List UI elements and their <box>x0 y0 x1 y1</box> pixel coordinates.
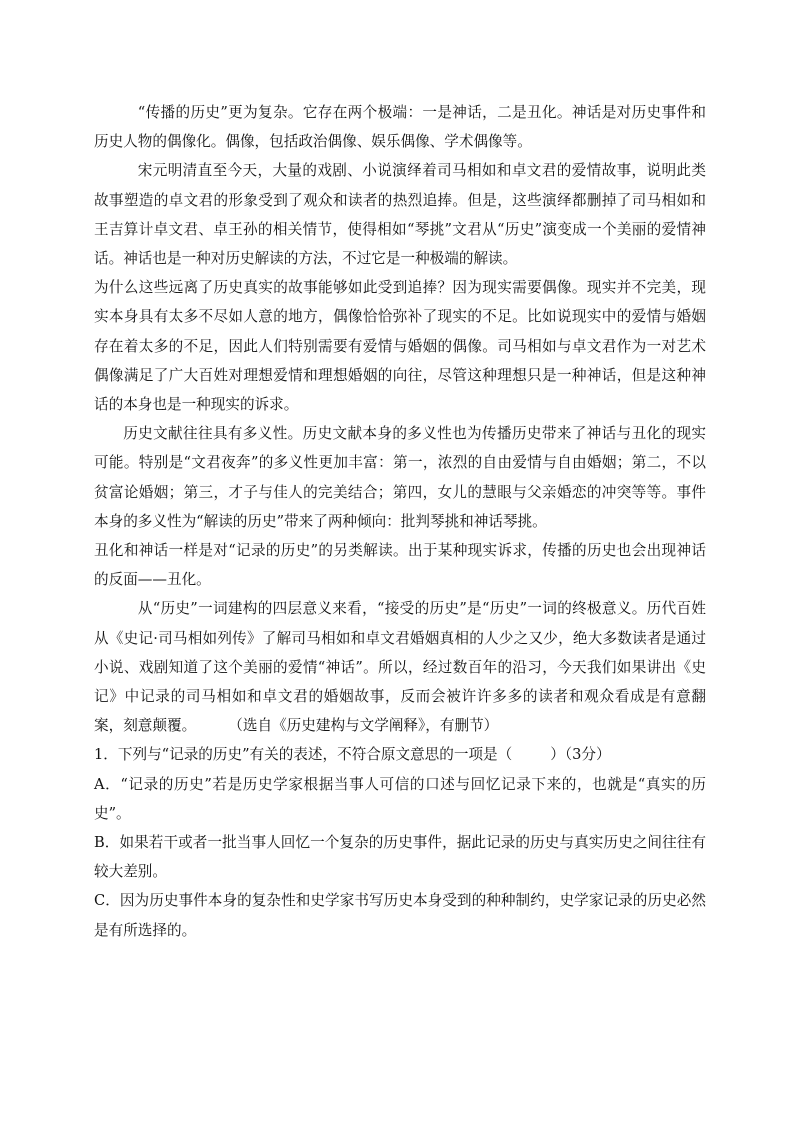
paragraph-spread-history: “传播的历史”更为复杂。它存在两个极端：一是神话，二是丑化。神话是对历史事件和历史人物的偶像化。偶像，包括政治偶像、娱乐偶像、学术偶像等。 <box>94 104 706 151</box>
question-stem-text: 1．下列与“记录的历史”有关的表述，不符合原文意思的一项是（ <box>94 746 513 764</box>
option-b: B．如果若干或者一批当事人回忆一个复杂的历史事件，据此记录的历史与真实历史之间往往有较大差别。 <box>94 834 706 881</box>
document-page <box>94 98 706 945</box>
option-c: C．因为历史事件本身的复杂性和史学家书写历史本身受到的种种制约，史学家记录的历史必然是有所选择的。 <box>94 892 706 939</box>
paragraph-ambiguity: 历史文献往往具有多义性。历史文献本身的多义性也为传播历史带来了神话与丑化的现实可能。特别是“文君夜奔”的多义性更加丰富：第一，浓烈的自由爱情与自由婚姻；第二，不以贫富论婚姻；第三，才子与佳人的完美结合；第四，女儿的慧眼与父亲婚恋的冲突等等。事件本身的多义性为“解读的历史”带来了两种倾向：批判琴挑和神话琴挑。 <box>94 425 706 530</box>
question-score: ）（3分） <box>550 746 611 764</box>
source-citation: （选自《历史建构与文学阐释》，有删节） <box>228 717 499 735</box>
paragraph-accepted-history <box>94 594 706 740</box>
paragraph-accepted-history-text: 从“历史”一词建构的四层意义来看，“接受的历史”是“历史”一词的终极意义。历代百姓从《史记·司马相如列传》了解司马相如和卓文君婚姻真相的人少之又少，绝大多数读者是通过小说、戏剧知道了这个美丽的爱情“神话”。所以，经过数百年的沿习，今天我们如果讲出《史记》中记录的司马相如和卓文君的婚姻故事，反而会被许许多多的读者和观众看成是有意翻案，刻意颠覆。 <box>94 600 706 735</box>
paragraph-uglify: 丑化和神话一样是对“记录的历史”的另类解读。出于某种现实诉求，传播的历史也会出现神话的反面——丑化。 <box>94 542 706 589</box>
paragraph-romance-story: 宋元明清直至今天，大量的戏剧、小说演绎着司马相如和卓文君的爱情故事，说明此类故事塑造的卓文君的形象受到了观众和读者的热烈追捧。但是，这些演绎都删掉了司马相如和王吉算计卓文君、卓王孙的相关情节，使得相如“琴挑”文君从“历史”演变成一个美丽的爱情神话。神话也是一种对历史解读的方法，不过它是一种极端的解读。 <box>94 162 706 268</box>
paragraph-why-idols: 为什么这些远离了历史真实的故事能够如此受到追捧？因为现实需要偶像。现实并不完美，现实本身具有太多不尽如人意的地方，偶像恰恰弥补了现实的不足。比如说现实中的爱情与婚姻存在着太多的不足，因此人们特别需要有爱情与婚姻的偶像。司马相如与卓文君作为一对艺术偶像满足了广大百姓对理想爱情和理想婚姻的向往，尽管这种理想只是一种神话，但是这种神话的本身也是一种现实的诉求。 <box>94 279 706 414</box>
question-stem <box>94 740 706 769</box>
option-a: A．“记录的历史”若是历史学家根据当事人可信的口述与回忆记录下来的，也就是“真实的历史”。 <box>94 775 706 822</box>
